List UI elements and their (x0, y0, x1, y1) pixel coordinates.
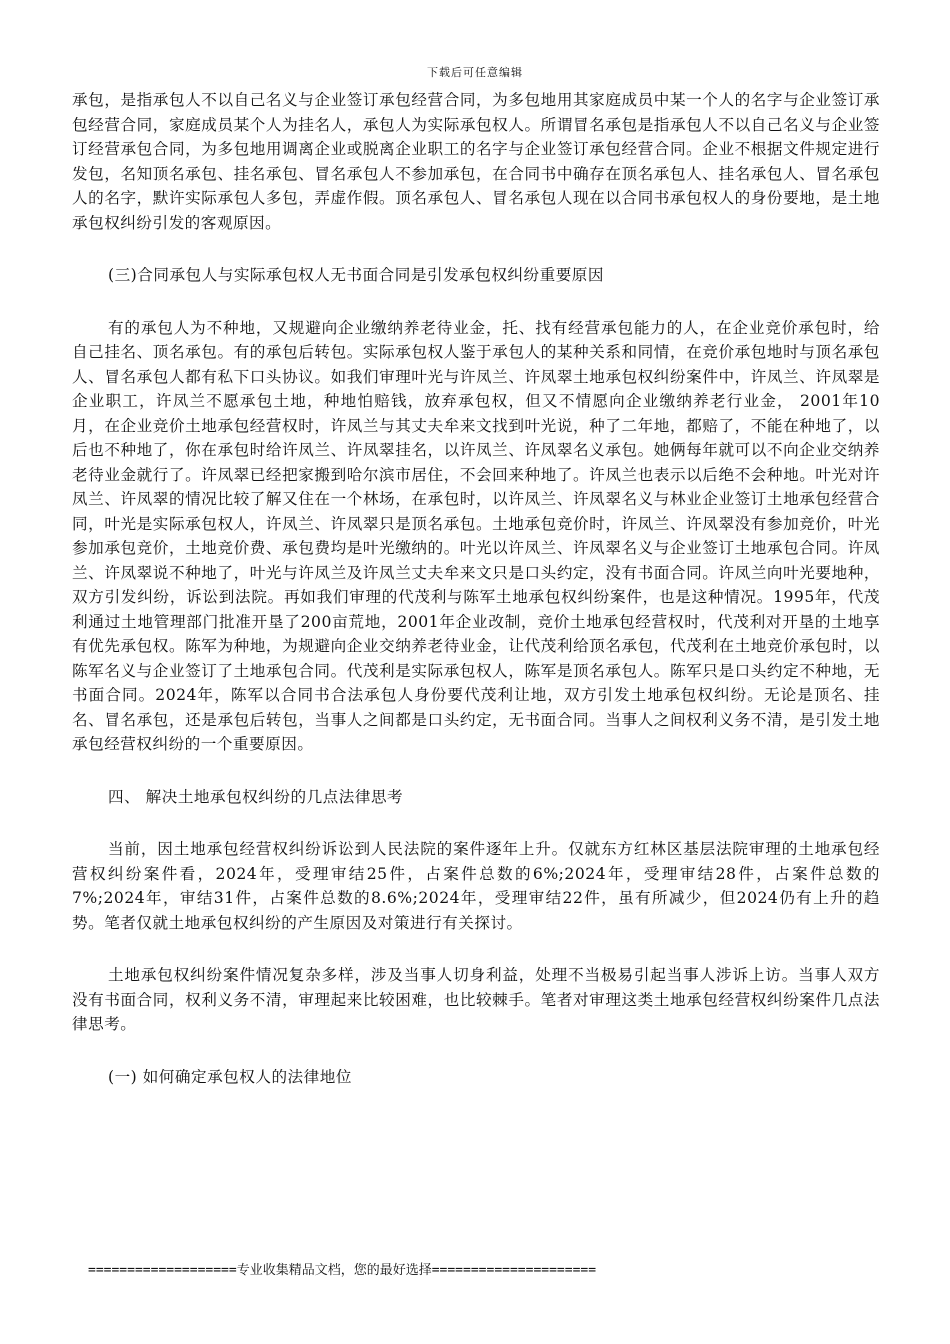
document-body (72, 88, 880, 1089)
page-footer: ===================专业收集精品文档，您的最好选择===================== (88, 1263, 597, 1278)
section-heading-3: (三)合同承包人与实际承包权人无书面合同是引发承包权纠纷重要原因 (108, 266, 604, 284)
subsection-heading-1: (一) 如何确定承包权人的法律地位 (108, 1067, 352, 1086)
paragraph-case-examples: 有的承包人为不种地，又规避向企业缴纳养老待业金，托、找有经营承包能力的人，在企业竞价承包时，给自己挂名、顶名承包。有的承包后转包。实际承包权人鉴于承包人的某种关系和同情，在竞价承包地时与顶名承包人、冒名承包人都有私下口头协议。如我们审理叶光与许凤兰、许凤翠土地承包权纠纷案件中，许凤兰、许凤翠是企业职工，许凤兰不愿承包土地，种地怕赔钱，放弃承包权，但又不情愿向企业缴纳养老行业金， 2001年10月，在企业竞价土地承包经营权时，许凤兰与其丈夫牟来文找到叶光说，种了二年地，都赔了，不能在种地了，以后也不种地了，你在承包时给许凤兰、许凤翠挂名，以许凤兰、许凤翠名义承包。她俩每年就可以不向企业交纳养老待业金就行了。许凤翠已经把家搬到哈尔滨市居住，不会回来种地了。许凤兰也表示以后绝不会种地。叶光对许凤兰、许凤翠的情况比较了解又住在一个林场，在承包时，以许凤兰、许凤翠名义与林业企业签订土地承包经营合同，叶光是实际承包权人，许凤兰、许凤翠只是顶名承包。土地承包竞价时，许凤兰、许凤翠没有参加竞价，叶光参加承包竞价，土地竞价费、承包费均是叶光缴纳的。叶光以许凤兰、许凤翠名义与企业签订土地承包合同。许凤兰、许凤翠说不种地了，叶光与许凤兰及许凤兰丈夫牟来文只是口头约定，没有书面合同。许凤兰向叶光要地种，双方引发纠纷，诉讼到法院。再如我们审理的代茂利与陈军土地承包权纠纷案件，也是这种情况。1995年，代茂利通过土地管理部门批准开垦了200亩荒地，2001年企业改制，竞价土地承包经营权时，代茂利对开垦的土地享有优先承包权。陈军为种地，为规避向企业交纳养老待业金，让代茂利给顶名承包，代茂利在土地竞价承包时，以陈军名义与企业签订了土地承包合同。代茂利是实际承包权人，陈军是顶名承包人。陈军只是口头约定不种地，无书面合同。2024年，陈军以合同书合法承包人身份要代茂利让地，双方引发土地承包权纠纷。无论是顶名、挂名、冒名承包，还是承包后转包，当事人之间都是口头约定，无书面合同。当事人之间权利义务不清，是引发土地承包经营权纠纷的一个重要原因。 (72, 318, 880, 753)
page-header: 下载后可任意编辑 (427, 66, 523, 79)
section-heading-4: 四、 解决土地承包权纠纷的几点法律思考 (108, 787, 404, 806)
paragraph-statistics: 当前，因土地承包经营权纠纷诉讼到人民法院的案件逐年上升。仅就东方红林区基层法院审理的土地承包经营权纠纷案件看，2024年，受理审结25件，占案件总数的6%;2024年，受理审结28件，占案件总数的7%;2024年，审结31件，占案件总数的8.6%;2024年，受理审结22件，虽有所减少，但2024仍有上升的趋势。笔者仅就土地承包权纠纷的产生原因及对策进行有关探讨。 (72, 840, 880, 932)
paragraph-continuation: 承包，是指承包人不以自己名义与企业签订承包经营合同，为多包地用其家庭成员中某一个人的名字与企业签订承包经营合同，家庭成员某个人为挂名人，承包人为实际承包权人。所谓冒名承包是指承包人不以自己名义与企业签订经营承包合同，为多包地用调离企业或脱离企业职工的名字与企业签订承包经营合同。企业不根据文件规定进行发包，名知顶名承包、挂名承包、冒名承包人不参加承包，在合同书中确存在顶名承包人、挂名承包人、冒名承包人的名字，默许实际承包人多包，弄虚作假。顶名承包人、冒名承包人现在以合同书承包权人的身份要地，是土地承包权纠纷引发的客观原因。 (72, 91, 880, 232)
paragraph-complexity: 土地承包权纠纷案件情况复杂多样，涉及当事人切身利益，处理不当极易引起当事人涉诉上访。当事人双方没有书面合同，权利义务不清，审理起来比较困难，也比较棘手。笔者对审理这类土地承包经营权纠纷案件几点法律思考。 (72, 966, 880, 1033)
